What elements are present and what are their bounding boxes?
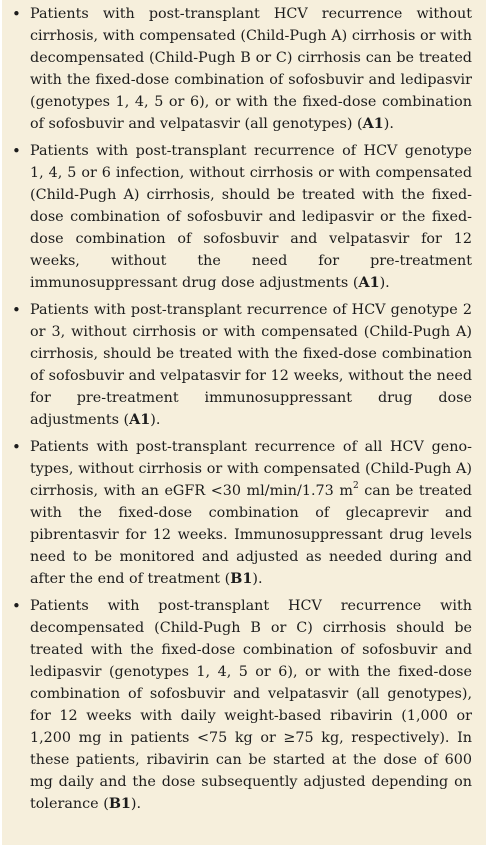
- recommendation-item: [10, 299, 472, 431]
- bullet-icon: •: [12, 5, 21, 23]
- recommendation-text: Patients with post-transplant HCV recurrence with decompensated (Child-Pugh B or C) cirrhosis should be treated with the fixed-dose combination of sofosbuvir and ledipasvir (genotypes 1, 4, 5 or 6), or with the fixed-dose combination of sofosbuvir and velpatasvir (all genotypes), for 12 weeks with daily weight-based ribavirin (1,000 or 1,200 mg in patients <75 kg or ≥75 kg, respectively). In these patients, ribavirin can be started at the dose of 600 mg daily and the dose subsequently adjusted depending on tolerance (: [30, 598, 472, 812]
- recommendation-item: [10, 140, 472, 294]
- recommendation-text-end: ).: [150, 412, 161, 428]
- recommendation-item: [10, 595, 472, 815]
- recommendation-text-end: ).: [383, 116, 394, 132]
- recommendation-list: [10, 3, 472, 815]
- evidence-grade: A1: [129, 412, 151, 428]
- recommendation-text: Patients with post-transplant recurrence of HCV genotype 1, 4, 5 or 6 infection, without cirrhosis or with compensated (Child-Pugh A) cirrhosis, should be treated with the fixed-dose combination of sofosbuvir and ledipasvir or the fixed-dose combination of sofosbuvir and velpatasvir for 12 weeks, without the need for pre-treatment immunosuppressant drug dose adjustments (: [30, 143, 472, 291]
- recommendations-panel: [2, 0, 486, 845]
- evidence-grade: A1: [362, 116, 384, 132]
- recommendation-item: [10, 436, 472, 590]
- evidence-grade: B1: [108, 796, 131, 812]
- bullet-icon: •: [12, 142, 21, 160]
- unit-superscript: 2: [352, 481, 359, 492]
- recommendation-text-end: ).: [252, 571, 263, 587]
- recommendation-text-middle: can be treated with the fixed-dose combination of glecaprevir and pibrentasvir for 12 weeks. Immunosuppressant drug levels need to be monitored and adjusted as needed during and after the end of treatment (: [30, 483, 472, 587]
- bullet-icon: •: [12, 438, 21, 456]
- bullet-icon: •: [12, 301, 21, 319]
- recommendation-text: Patients with post-transplant recurrence of HCV genotype 2 or 3, without cirrhosis or with compensated (Child-Pugh A) cirrhosis, should be treated with the fixed-dose combination of sofosbuvir and velpatasvir for 12 weeks, without the need for pre-treatment immunosuppressant drug dose adjustments (: [30, 302, 472, 428]
- evidence-grade: B1: [230, 571, 253, 587]
- recommendation-text: Patients with post-transplant HCV recurrence without cirrhosis, with compensated (Child-Pugh A) cirrhosis or with decompensated (Child-Pugh B or C) cirrhosis can be treated with the fixed-dose combination of sofosbuvir and ledipasvir (genotypes 1, 4, 5 or 6), or with the fixed-dose combination of sofosbuvir and velpatasvir (all genotypes) (: [30, 6, 472, 132]
- bullet-icon: •: [12, 597, 21, 615]
- recommendation-text: Patients with post-transplant recurrence of all HCV genotypes, without cirrhosis or with compensated (Child-Pugh A) cirrhosis, with an eGFR <30 ml/min/1.73 m: [30, 439, 472, 499]
- evidence-grade: A1: [358, 275, 380, 291]
- recommendation-text-end: ).: [130, 796, 142, 812]
- recommendation-item: [10, 3, 472, 135]
- recommendation-text-end: ).: [379, 275, 390, 291]
